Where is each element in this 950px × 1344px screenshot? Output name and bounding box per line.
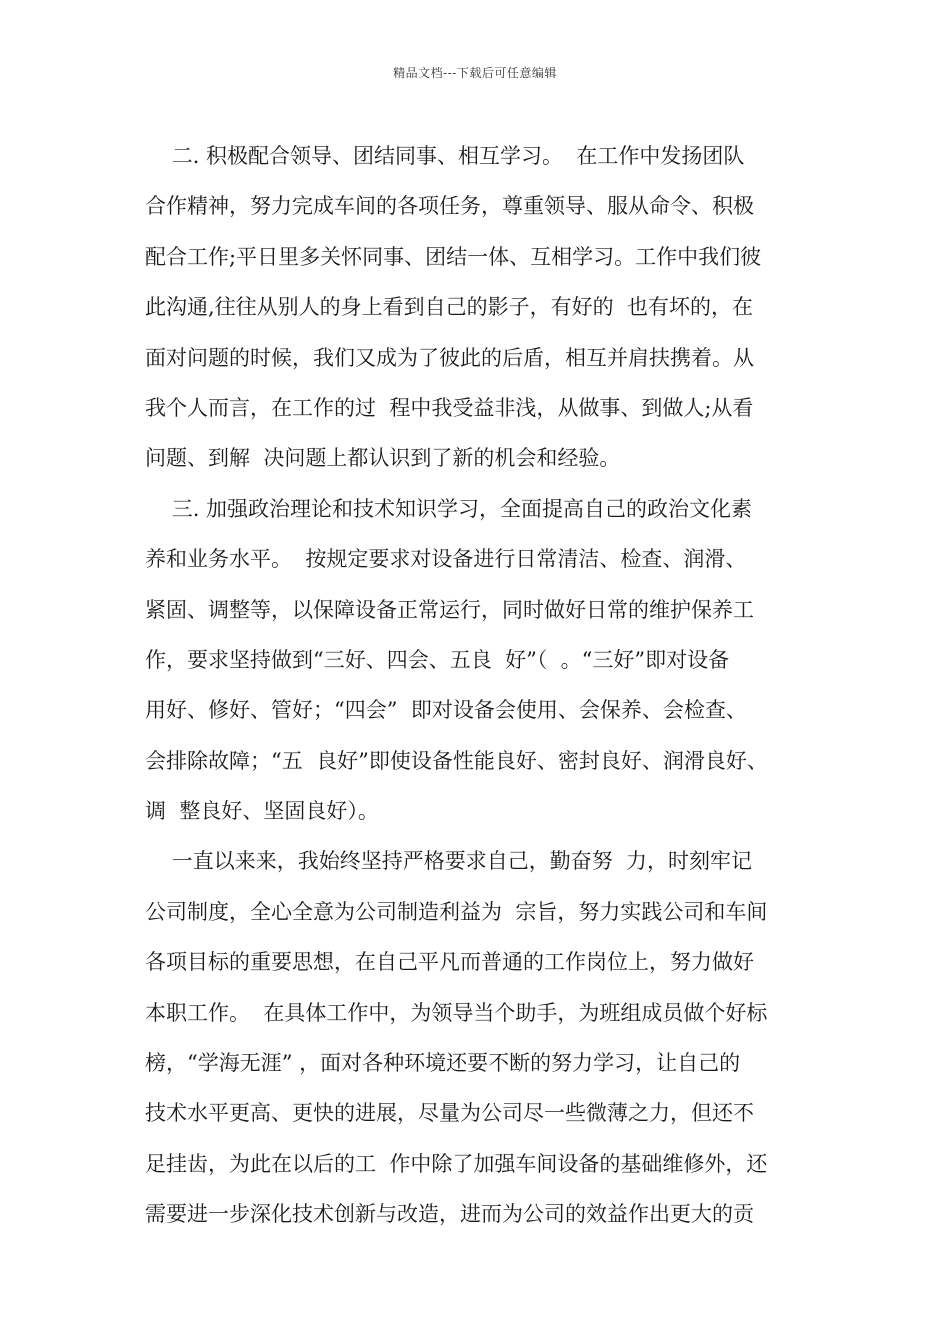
text-line: 二. 积极配合领导、团结同事、相互学习。 在工作中发扬团队 bbox=[145, 144, 745, 168]
text-line: 足挂齿，为此在以后的工 作中除了加强车间设备的基础维修外，还 bbox=[145, 1151, 768, 1176]
document-body bbox=[145, 131, 825, 1240]
text-line: 调 整良好、坚固良好）。 bbox=[145, 799, 379, 824]
text-line: 作，要求坚持做到“三好、四会、五良 好”（ 。“三好”即对设备 bbox=[145, 647, 730, 672]
text-line: 面对问题的时候，我们又成为了彼此的后盾，相互并肩扶携着。从 bbox=[145, 345, 754, 370]
page-header: 精品文档---下载后可任意编辑 bbox=[393, 66, 557, 80]
text-line: 技术水平更高、更快的进展，尽量为公司尽一些微薄之力，但还不 bbox=[145, 1101, 754, 1126]
text-line: 此沟通,往往从别人的身上看到自己的影子，有好的 也有坏的，在 bbox=[145, 295, 754, 320]
text-line: 养和业务水平。 按规定要求对设备进行日常清洁、检查、润滑、 bbox=[145, 547, 747, 572]
text-line: 一直以来来，我始终坚持严格要求自己，勤奋努 力，时刻牢记 bbox=[145, 849, 753, 874]
paragraph-study bbox=[145, 484, 825, 837]
text-line: 问题、到解 决问题上都认识到了新的机会和经验。 bbox=[145, 446, 621, 471]
paragraph-cooperation bbox=[145, 131, 825, 484]
text-line: 三. 加强政治理论和技术知识学习，全面提高自己的政治文化素 bbox=[145, 496, 753, 521]
text-line: 用好、修好、管好；“四会” 即对设备会使用、会保养、会检查、 bbox=[145, 698, 747, 723]
text-line: 需要进一步深化技术创新与改造，进而为公司的效益作出更大的贡 bbox=[145, 1202, 754, 1227]
text-line: 榜，“学海无涯” ，面对各种环境还要不断的努力学习，让自己的 bbox=[145, 1051, 741, 1076]
text-line: 本职工作。 在具体工作中，为领导当个助手，为班组成员做个好标 bbox=[145, 1000, 768, 1025]
paragraph-self-discipline bbox=[145, 836, 825, 1239]
text-line: 紧固、调整等，以保障设备正常运行，同时做好日常的维护保养工 bbox=[145, 597, 754, 622]
text-line: 公司制度，全心全意为公司制造利益为 宗旨，努力实践公司和车间 bbox=[145, 899, 768, 924]
text-line: 会排除故障；“五 良好”即使设备性能良好、密封良好、润滑良好、 bbox=[145, 748, 768, 773]
text-line: 我个人而言，在工作的过 程中我受益非浅，从做事、到做人;从看 bbox=[145, 395, 754, 420]
text-line: 各项目标的重要思想，在自己平凡而普通的工作岗位上，努力做好 bbox=[145, 950, 754, 975]
text-line: 合作精神，努力完成车间的各项任务，尊重领导、服从命令、积极 bbox=[145, 194, 754, 219]
text-line: 配合工作;平日里多关怀同事、团结一体、互相学习。工作中我们彼 bbox=[145, 244, 762, 269]
